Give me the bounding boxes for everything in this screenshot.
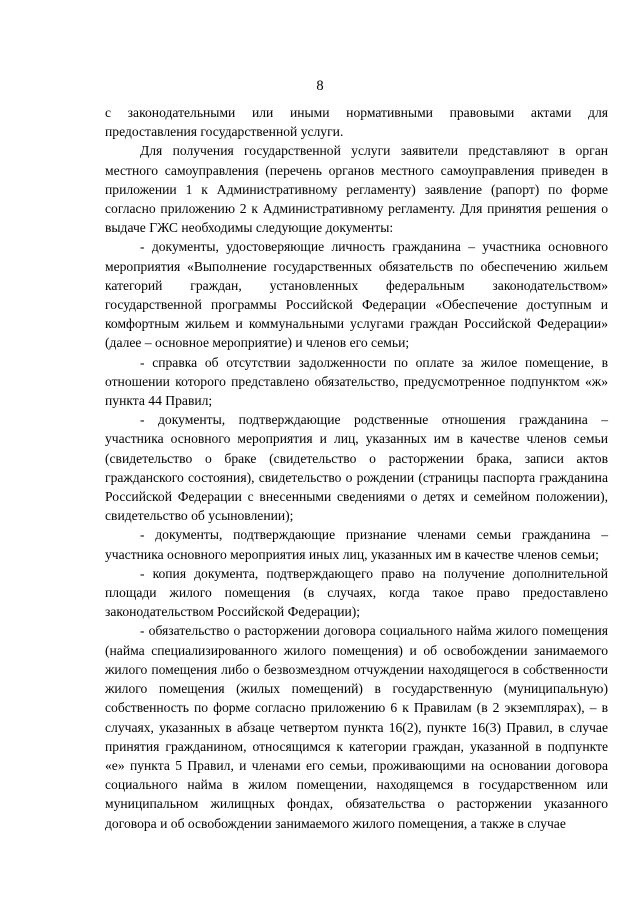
list-item-additional-area: - копия документа, подтверждающего право на получение дополнительной площади жилого помещения (в случаях, когда такое право предоставлено законодательством Российской Федерации); xyxy=(105,565,608,620)
document-body xyxy=(105,103,608,833)
list-item-debt-certificate: - справка об отсутствии задолженности по оплате за жилое помещение, в отношении которого представлено обязательство, предусмотренное подпунктом «ж» пункта 44 Правил; xyxy=(105,354,608,409)
paragraph-continuation: с законодательными или иными нормативными правовыми актами для предоставления государственной услуги. xyxy=(105,105,608,140)
list-item-identity-documents: - документы, удостоверяющие личность гражданина – участника основного мероприятия «Выполнение государственных обязательств по обеспечению жильем категорий граждан, установленных федеральным законодательством» государственной программы Российской Федерации «Обеспечение доступным и комфортным жильем и коммунальными услугами граждан Российской Федерации» (далее – основное мероприятие) и членов его семьи; xyxy=(105,239,608,351)
list-item-kinship-documents: - документы, подтверждающие родственные отношения гражданина – участника основного мероприятия и лиц, указанных им в качестве членов семьи (свидетельство о браке (свидетельство о расторжении брака, записи актов гражданского состояния), свидетельство о рождении (страницы паспорта гражданина Российской Федерации с внесенными сведениями о детях и семейном положении), свидетельство об усыновлении); xyxy=(105,412,608,524)
paragraph-application-intro: Для получения государственной услуги заявители представляют в орган местного самоуправления (перечень органов местного самоуправления приведен в приложении 1 к Административному регламенту) заявление (рапорт) по форме согласно приложению 2 к Административному регламенту. Для принятия решения о выдаче ГЖС необходимы следующие документы: xyxy=(105,143,608,236)
page-number: 8 xyxy=(316,78,324,94)
list-item-family-recognition: - документы, подтверждающие признание членами семьи гражданина – участника основного мероприятия иных лиц, указанных им в качестве членов семьи; xyxy=(105,527,608,562)
list-item-termination-obligation: - обязательство о расторжении договора социального найма жилого помещения (найма специализированного жилого помещения) и об освобождении занимаемого жилого помещения либо о безвозмездном отчуждении находящегося в собственности жилого помещения (жилых помещений) в государственную (муниципальную) собственность по форме согласно приложению 6 к Правилам (в 2 экземплярах), – в случаях, указанных в абзаце четвертом пункта 16(2), пункте 16(3) Правил, в случае принятия гражданином, относящимся к категории граждан, указанной в подпункте «е» пункта 5 Правил, и членами его семьи, проживающими на основании договора социального найма в жилом помещении, находящемся в государственном или муниципальном жилищных фондах, обязательства о расторжении указанного договора и об освобождении занимаемого жилого помещения, а также в случае xyxy=(105,623,608,831)
